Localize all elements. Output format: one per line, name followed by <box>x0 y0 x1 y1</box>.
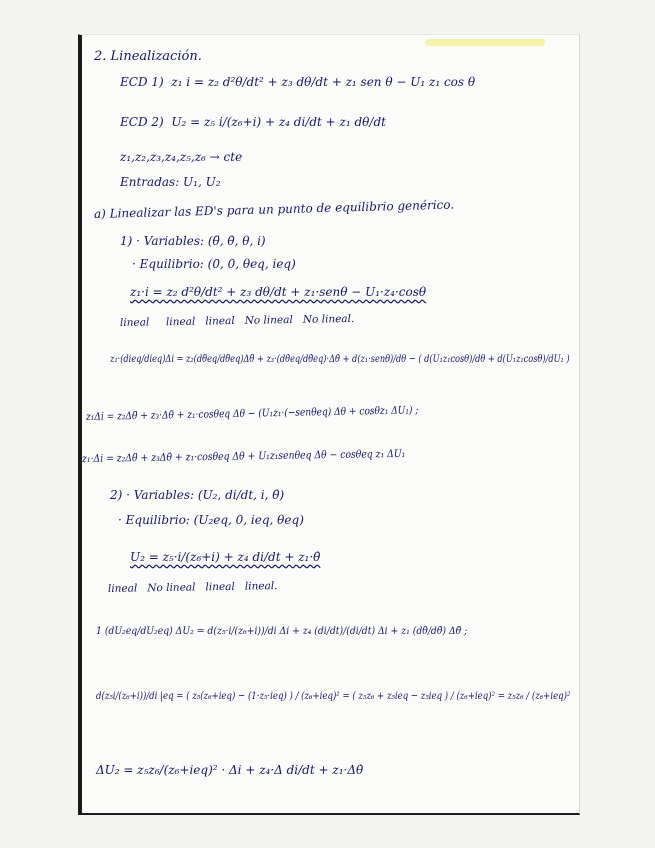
step1-classification <box>120 313 355 329</box>
class-term-2: lineal <box>165 315 196 329</box>
ecd2-equation: U₂ = z₅ i/(z₆+i) + z₄ di/dt + z₁ dθ/dt <box>171 115 386 129</box>
step2-expression: U₂ = z₅·i/(z₆+i) + z₄ di/dt + z₁·θ̇ <box>130 550 321 564</box>
ecd1-label: ECD 1) <box>120 75 164 89</box>
step2-equilibrium: · Equilibrio: (U₂eq, 0, ieq, θeq) <box>118 513 304 527</box>
step1-variables: 1) · Variables: (θ̈, θ̇, θ, i) <box>120 234 266 248</box>
step2-derivative-evaluation: d(z₅i/(z₆+i))/di |eq = ( z₅(z₆+ieq) − (1·z₅·ieq) ) / (z₆+ieq)² = ( z₅z₆ + z₅ieq − z₅ieq ) / (z₆+ieq)² = z₅z₆ / (z₆+ieq)² <box>96 690 571 702</box>
class2-term-4: lineal. <box>244 580 278 593</box>
step2-variables: 2) · Variables: (U₂, di/dt, i, θ̇) <box>110 488 285 502</box>
ecd2-label: ECD 2) <box>120 115 164 129</box>
class-term-5: No lineal. <box>302 312 355 326</box>
inputs-note: Entradas: U₁, U₂ <box>120 175 221 189</box>
step2-derivative-line: 1 (dU₂eq/dU₂eq) ΔU₂ = d(z₅·i/(z₆+i))/di Δi + z₄ (di/dt)/(di/dt) Δi + z₁ (dθ̇/dθ̇) Δθ̈ ; <box>96 625 468 637</box>
class2-term-3: lineal <box>205 580 235 594</box>
ecd2-row <box>120 115 386 129</box>
step1-expression: z₁·i = z₂ d²θ/dt² + z₃ dθ/dt + z₁·senθ − U₁·z₄·cosθ <box>130 285 427 299</box>
step2-result-line: ΔU₂ = z₅z₆/(z₆+ieq)² · Δi + z₄·Δ di/dt + z₁·Δθ̇ <box>96 763 364 777</box>
class-term-1: lineal <box>119 316 150 329</box>
step1-equilibrium: · Equilibrio: (0, 0, θeq, ieq) <box>132 257 296 271</box>
highlighter-mark <box>425 39 545 46</box>
class2-term-2: No lineal <box>147 581 196 595</box>
ecd1-equation: z₁ i = z₂ d²θ/dt² + z₃ dθ/dt + z₁ sen θ − U₁ z₁ cos θ <box>171 75 476 89</box>
page-margin-line <box>80 35 82 813</box>
class-term-3: lineal <box>205 314 235 328</box>
step2-classification <box>108 580 278 595</box>
part-a-statement: a) Linealizar las ED's para un punto de equilibrio genérico. <box>93 197 455 221</box>
step1-derivative-line: z₁·(dieq/dieq)Δi = z₂(dθ̈eq/dθ̈eq)Δθ̈ + z₃·(dθ̇eq/dθ̇eq)·Δθ̇ + d(z₁·senθ)/dθ − ( d(U₁z₁cosθ)/dθ + d(U₁z₁cosθ)/dU₁ ) <box>110 353 570 365</box>
class2-term-1: lineal <box>107 582 138 595</box>
section-heading: 2. Linealización. <box>94 49 202 64</box>
constants-note: z₁,z₂,z₃,z₄,z₅,z₆ → cte <box>120 150 243 164</box>
step1-result-line: z₁·Δi = z₂Δθ̈ + z₃Δθ̇ + z₁·cosθeq Δθ + U₁z₁senθeq Δθ − cosθeq z₁ ΔU₁ <box>81 447 406 465</box>
step1-linear-line: z₁Δi = z₂Δθ̈ + z₃·Δθ̇ + z₁·cosθeq Δθ − (U₁z₁·(−senθeq) Δθ + cosθz₁ ΔU₁) ; <box>85 404 419 423</box>
ecd1-row <box>120 75 475 89</box>
notebook-page <box>78 34 580 815</box>
class-term-4: No lineal <box>244 313 293 327</box>
